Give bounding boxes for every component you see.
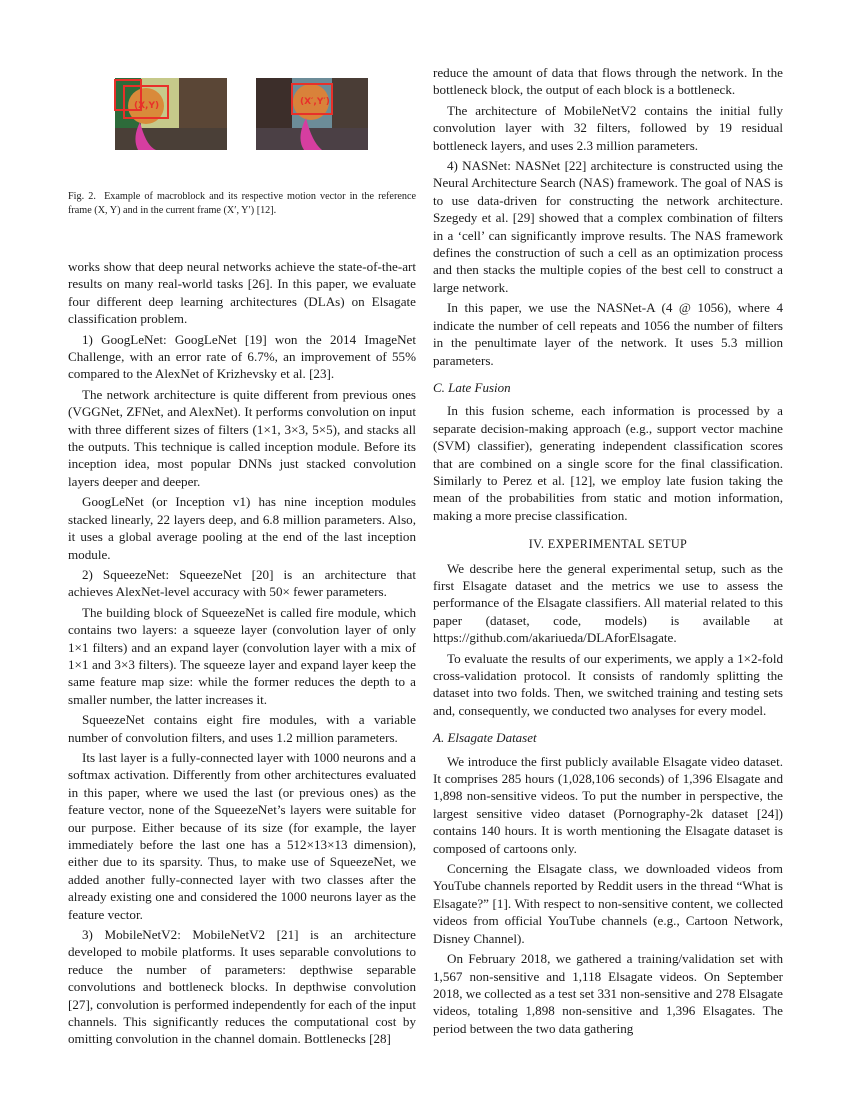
current-frame [256, 78, 368, 150]
paragraph: The architecture of MobileNetV2 contains the initial fully convolution layer with 32 filters, followed by 19 residual bottleneck layers, and uses 2.3 million parameters. [433, 102, 783, 153]
paragraph: We introduce the first publicly available Elsagate video dataset. It comprises 285 hours (1,028,106 seconds) of 1,396 Elsagate and 1,898 non-sensitive videos. To put the number in perspective, the largest sensitive video dataset (Pornography-2k dataset [24]) contains 140 hours. It is worth mentioning the Elsagate dataset is composed of cartoons only. [433, 753, 783, 856]
left-column [68, 258, 416, 1048]
paragraph: We describe here the general experimental setup, such as the first Elsagate dataset and the metrics we use to assess the performance of the Elsagate classifiers. All material related to this paper (dataset, code, models) is available at https://github.com/akariueda/DLAforElsagate. [433, 560, 783, 646]
paragraph: On February 2018, we gathered a training/validation set with 1,567 non-sensitive and 1,118 Elsagate videos. On September 2018, we collected as a test set 331 non-sensitive and 278 Elsagate videos, totaling 1,898 non-sensitive and 1,396 Elsagates. The period between the two data gathering [433, 951, 783, 1036]
macroblock-frames-image [68, 76, 416, 156]
current-frame-label: (X′,Y′) [300, 97, 330, 107]
paragraph: In this fusion scheme, each information is processed by a separate decision-making approach (e.g., support vector machine (SVM) classifier), generating independent classification scores that are combined on a single score for the final classification. Similarly to Perez et al. [12], we employ late fusion taking the mean of the probabilities from static and motion information, making a more precise classification. [433, 403, 783, 523]
reference-frame-label: (X,Y) [134, 101, 160, 111]
paragraph: GoogLeNet (or Inception v1) has nine inception modules stacked linearly, 22 layers deep, and 6.8 million parameters. Also, it uses a global average pooling at the end of the last inception module. [68, 494, 416, 562]
paragraph: The building block of SqueezeNet is called fire module, which contains two layers: a squeeze layer (convolution layer of only 1×1 filters) and an expand layer (convolution layer with a mix of 1×1 and 3×3 filters). The squeeze layer and expand layer keep the same feature map size: while the former reduces the depth to a smaller number, the latter increases it. [68, 604, 416, 707]
paragraph: SqueezeNet contains eight fire modules, with a variable number of convolution filters, and uses 1.2 million parameters. [68, 712, 416, 745]
paragraph: Its last layer is a fully-connected layer with 1000 neurons and a softmax activation. Differently from other architectures evaluated in this paper, where we used the last (or previous ones) as the feature vector, none of the SqueezeNet’s layers were suitable for our purpose. Either because of its size (for example, the layer immediately before the last one has a 512×13×13 dimension), either due to its sparsity. Thus, to make use of SqueezeNet, we added another fully-connected layer with two classes after the already existing one and considered the 1000 neurons layer as the feature vector. [68, 749, 416, 922]
paragraph-squeezenet: 2) SqueezeNet: SqueezeNet [20] is an architecture that achieves AlexNet-level accuracy with 50× fewer parameters. [68, 566, 416, 600]
reference-frame [115, 78, 227, 150]
paragraph-googlenet: 1) GoogLeNet: GoogLeNet [19] won the 2014 ImageNet Challenge, with an error rate of 6.7%, an improvement of 55% compared to the AlexNet of Krizhevsky et al. [23]. [68, 331, 416, 382]
paragraph: To evaluate the results of our experiments, we apply a 1×2-fold cross-validation protocol. It consists of randomly splitting the dataset into two folds. Then, we switched training and testing sets and, consequently, we conducted two analyses for every model. [433, 650, 783, 718]
section-heading-experimental-setup: IV. EXPERIMENTAL SETUP [528, 537, 688, 552]
figure-caption [68, 190, 416, 217]
paragraph: The network architecture is quite different from previous ones (VGGNet, ZFNet, and AlexNet). It performs convolution on input with three different sizes of filters (1×1, 3×3, 5×5), and stacks all the outputs. This technique is called inception module. Before its inception idea, most popular DNNs just stacked convolution layers deeper and deeper. [68, 386, 416, 489]
figure-caption-text: Example of macroblock and its respective motion vector in the reference frame (X, Y) and in the current frame (X′, Y′) [12]. [68, 191, 417, 216]
subsection-heading-elsagate-dataset: A. Elsagate Dataset [433, 730, 537, 746]
paragraph: In this paper, we use the NASNet-A (4 @ 1056), where 4 indicate the number of cell repeats and 1056 the number of filters in the penultimate layer of the network. It uses 5.3 million parameters. [433, 300, 783, 368]
paragraph: works show that deep neural networks achieve the state-of-the-art results on many real-world tasks [26]. In this paper, we evaluate four different deep learning architectures (DLAs) on Elsagate classification problem. [68, 259, 416, 327]
paragraph: Concerning the Elsagate class, we downloaded videos from YouTube channels reported by Reddit users in the thread “What is Elsagate?” [1]. With respect to non-sensitive content, we collected videos from official YouTube channels (e.g., Cartoon Network, Disney Channel). [433, 861, 783, 946]
paragraph: reduce the amount of data that flows through the network. In the bottleneck block, the output of each block is a bottleneck. [433, 65, 783, 98]
paragraph-nasnet: 4) NASNet: NASNet [22] architecture is constructed using the Neural Architecture Search (NAS) framework. The goal of NAS is to use data-driven for constructing the network architecture. Szegedy et al. [29] showed that a complex combination of filters in a ‘cell’ can significantly improve results. The NAS framework defines the construction of such a cell as an optimization process and then stacks the multiple copies of the best cell to construct a large network. [433, 158, 783, 295]
figure-2 [68, 76, 416, 156]
figure-label: Fig. 2. [68, 191, 96, 202]
right-column [433, 64, 783, 1037]
subsection-heading-late-fusion: C. Late Fusion [433, 379, 511, 395]
paragraph-mobilenetv2: 3) MobileNetV2: MobileNetV2 [21] is an architecture developed to mobile platforms. It uses separable convolutions to reduce the number of parameters: depthwise separable convolutions and bottleneck blocks. In depthwise convolution [27], convolution is performed independently for each of the input channels. This significantly reduces the computational cost by omitting convolution in the channel domain. Bottlenecks [28] [68, 927, 416, 1047]
